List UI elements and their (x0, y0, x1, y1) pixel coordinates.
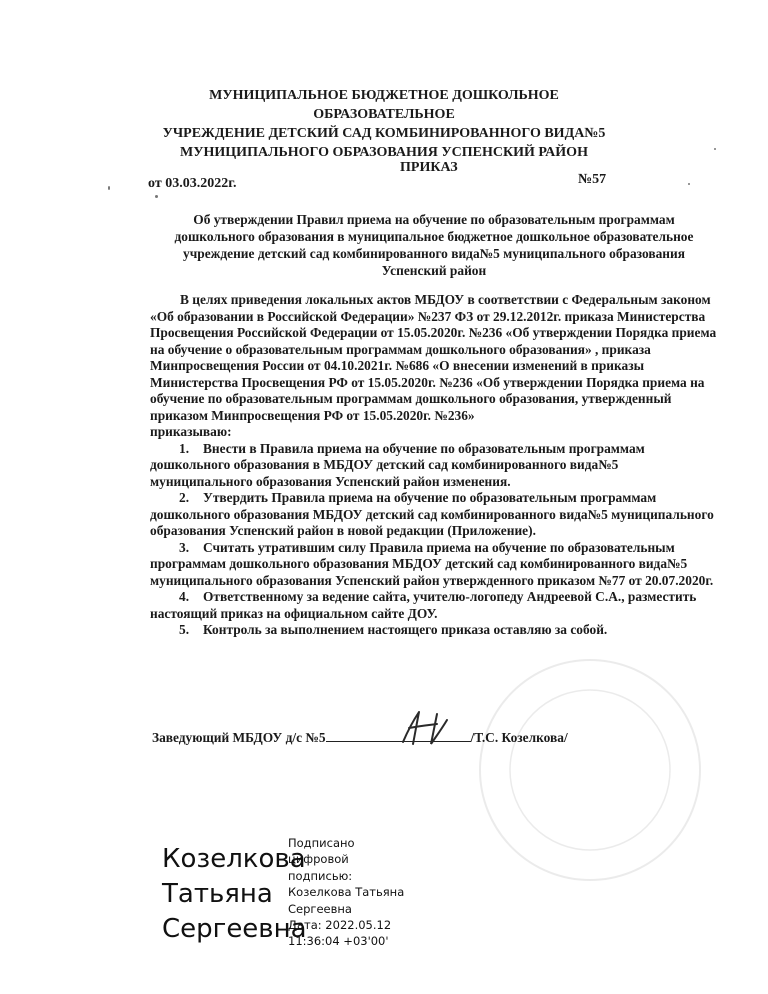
order-body (150, 292, 718, 639)
subject-line: Об утверждении Правил приема на обучение по образовательным программам (193, 212, 675, 227)
subject-line: дошкольного образования в муниципальное бюджетное дошкольное образовательное (174, 229, 694, 244)
signer-name: /Т.С. Козелкова/ (470, 730, 568, 745)
org-line: УЧРЕЖДЕНИЕ ДЕТСКИЙ САД КОМБИНИРОВАННОГО ВИДА№5 (162, 126, 606, 141)
signature-info-line: Дата: 2022.05.12 (288, 918, 392, 933)
org-line: МУНИЦИПАЛЬНОЕ БЮДЖЕТНОЕ ДОШКОЛЬНОЕ ОБРАЗОВАТЕЛЬНОЕ (209, 88, 559, 122)
scan-speck (108, 186, 110, 190)
order-item (150, 622, 718, 639)
stamp-ghost (470, 650, 710, 890)
handwritten-signature (395, 708, 455, 748)
item-number: 3. (179, 539, 190, 555)
signer-name-line: Татьяна (162, 879, 273, 909)
signature-info-line: 11:36:04 +03'00' (288, 934, 389, 949)
order-item (150, 540, 718, 590)
signer-name-line: Козелкова (162, 844, 306, 874)
item-text: Контроль за выполнением настоящего приказа оставляю за собой. (203, 622, 608, 637)
scan-speck (155, 195, 158, 198)
item-text: Внести в Правила приема на обучение по образовательным программам дошкольного образования в МБДОУ детский сад комбинированного вида№5 муниципального образования Успенский район изменения. (150, 440, 645, 489)
order-word: приказываю: (150, 424, 232, 439)
signature-info-line: Козелкова Татьяна (288, 885, 405, 900)
digital-signer-name (162, 842, 307, 947)
order-subject (170, 211, 698, 279)
signature-info-line: цифровой (288, 852, 349, 867)
item-text: Ответственному за ведение сайта, учителю-логопеду Андреевой С.А., разместить настоящий приказ на официальном сайте ДОУ. (150, 589, 697, 621)
item-number: 5. (179, 622, 190, 637)
item-number: 1. (179, 440, 190, 456)
item-number: 2. (179, 490, 190, 505)
item-text: Считать утратившим силу Правила приема на обучение по образовательным программам дошкольного образования МБДОУ детский сад комбинированного вида№5 муниципального образования Успенский район утвержденного приказом №77 от 20.07.2020г. (150, 539, 714, 588)
signature-line (152, 729, 568, 746)
scan-speck (688, 183, 690, 185)
org-line: МУНИЦИПАЛЬНОГО ОБРАЗОВАНИЯ УСПЕНСКИЙ РАЙОН (180, 145, 588, 160)
item-number: 4. (179, 589, 190, 604)
signature-info-line: Подписано (288, 836, 355, 850)
organization-name (150, 86, 618, 162)
signature-info-line: Сергеевна (288, 901, 352, 916)
signature-info-line: подписью: (288, 868, 353, 883)
subject-line: учреждение детский сад комбинированного вида№5 муниципального образования (183, 246, 685, 261)
order-item (150, 490, 718, 540)
document-type: ПРИКАЗ (400, 160, 458, 175)
signer-position: Заведующий МБДОУ д/с №5 (152, 730, 326, 745)
order-number: №57 (578, 172, 607, 187)
preamble: В целях приведения локальных актов МБДОУ в соответствии с Федеральным законом «Об образовании в Российской Федерации» №237 ФЗ от 29.12.2012г. приказа Министерства Просвещения Российской Федерации от 15.05.2020г. №236 «Об утверждении Порядка приема на обучение о образовательным программам дошкольного образования» , приказа Минпросвещения России от 04.10.2021г. №686 «О внесении изменений в приказы Министерства Просвещения РФ от 15.05.2020г. №236 «Об утверждении Порядка приема на обучение по образовательным программам дошкольного образования, утвержденный приказом Минпросвещения РФ от 15.05.2020г. №236» (150, 292, 717, 423)
scan-speck (714, 148, 716, 150)
digital-signature-info (288, 835, 404, 950)
signer-name-line: Сергеевна (162, 914, 307, 944)
order-item (150, 589, 718, 622)
item-text: Утвердить Правила приема на обучение по образовательным программам дошкольного образования МБДОУ детский сад комбинированного вида№5 муниципального образования Успенский район в новой редакции (Приложение). (150, 490, 714, 538)
order-date: от 03.03.2022г. (148, 176, 237, 191)
order-item (150, 441, 718, 491)
subject-line: Успенский район (381, 263, 487, 278)
